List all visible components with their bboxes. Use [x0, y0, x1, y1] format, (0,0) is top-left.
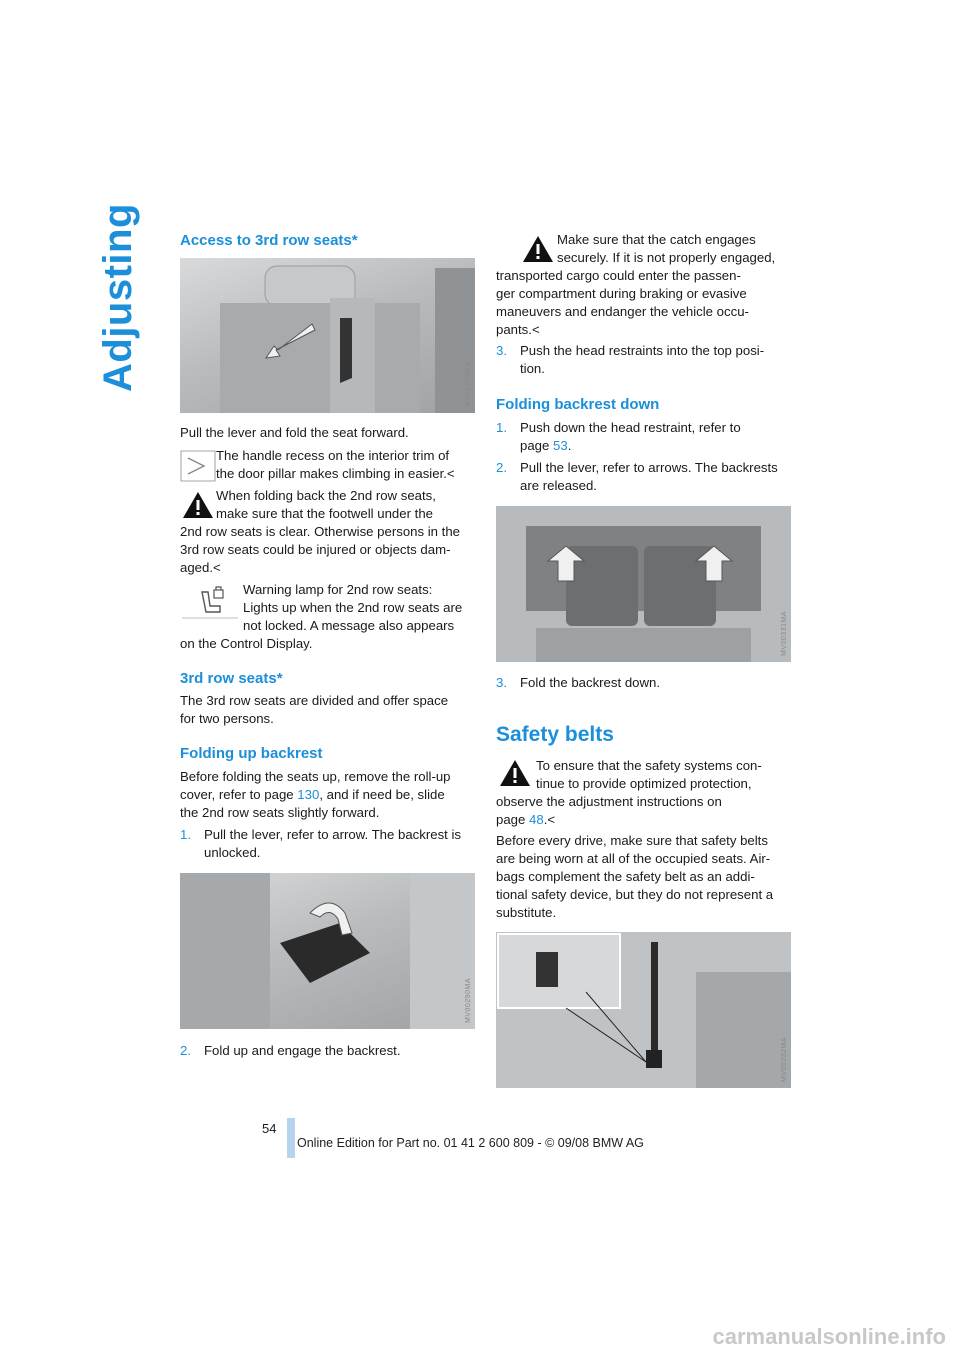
step-number: 3. — [496, 343, 507, 358]
text-line: The 3rd row seats are divided and offer space — [180, 693, 449, 708]
warning-safety-systems-cont — [496, 793, 722, 829]
lamp-line: not locked. A message also appears — [243, 618, 455, 633]
page-link-53[interactable]: 53 — [553, 438, 568, 453]
end-mark: < — [446, 466, 455, 481]
text-line: are being worn at all of the occupied seats. Air- — [496, 851, 771, 866]
fd-step-1-number — [496, 419, 507, 437]
heading-3rd-row-seats: 3rd row seats* — [180, 670, 283, 687]
warning-line: securely. If it is not properly engaged, — [557, 250, 776, 265]
warning-line: tinue to provide optimized protection, — [536, 776, 752, 791]
step-number: 1. — [496, 420, 507, 435]
seat-warning-lamp-icon — [180, 584, 240, 620]
paragraph-3rd-row — [180, 692, 448, 728]
text-line: substitute. — [496, 905, 557, 920]
warning-icon — [498, 758, 532, 788]
end-mark: < — [547, 812, 556, 827]
page-link-130[interactable]: 130 — [297, 787, 320, 802]
image-folding-down-backrest — [496, 506, 791, 662]
warning-lamp-text — [243, 581, 462, 635]
chapter-title — [96, 203, 156, 392]
image-code: MV00331MA — [781, 611, 788, 656]
page-number: 54 — [262, 1121, 277, 1136]
footer-edition: Online Edition for Part no. 01 41 2 600 809 - © 09/08 BMW AG — [297, 1136, 644, 1150]
text-line: . — [567, 438, 572, 453]
image-folding-up-backrest — [180, 873, 475, 1029]
text-line: , and if need be, slide — [319, 787, 445, 802]
image-code: MV00200MA — [465, 362, 472, 407]
warning-line: transported cargo could enter the passen- — [496, 268, 741, 283]
lamp-line: Lights up when the 2nd row seats are — [243, 600, 463, 615]
text-line: page — [520, 438, 554, 453]
paragraph-pull-lever: Pull the lever and fold the seat forward. — [180, 425, 409, 440]
text-line: tion. — [520, 361, 545, 376]
heading-access-3rd-row: Access to 3rd row seats* — [180, 232, 358, 249]
backrest-lever-illustration — [180, 873, 475, 1029]
text-line: bags complement the safety belt as an addi- — [496, 869, 755, 884]
note-handle-recess — [216, 447, 455, 483]
warning-line: When folding back the 2nd row seats, — [216, 488, 436, 503]
step-1-text — [204, 826, 461, 862]
warning-lamp-text-cont: on the Control Display. — [180, 636, 313, 651]
text-line: Before every drive, make sure that safety belts — [496, 833, 768, 848]
text-line: unlocked. — [204, 845, 261, 860]
image-code: MV00232MA — [781, 1037, 788, 1082]
text-line: for two persons. — [180, 711, 274, 726]
step-1-unlock — [180, 826, 191, 844]
fd-step-3-number — [496, 674, 507, 692]
text-line: Before folding the seats up, remove the roll-up — [180, 769, 451, 784]
fd-step-2-number — [496, 459, 507, 477]
end-mark: < — [531, 322, 540, 337]
warning-safety-systems — [536, 757, 762, 793]
warning-line: make sure that the footwell under the — [216, 506, 433, 521]
warning-fold-back-cont — [180, 523, 460, 577]
image-code: MV00290MA — [465, 978, 472, 1023]
heading-safety-belts: Safety belts — [496, 723, 614, 746]
step-number: 3. — [496, 675, 507, 690]
step-3-text — [520, 342, 764, 378]
heading-folding-up: Folding up backrest — [180, 745, 323, 762]
note-line: The handle recess on the interior trim of — [216, 448, 450, 463]
warning-catch-engage-cont — [496, 267, 749, 339]
heading-folding-down: Folding backrest down — [496, 396, 660, 413]
warning-line: 3rd row seats could be injured or objects dam- — [180, 542, 451, 557]
step-number: 2. — [180, 1043, 191, 1058]
cargo-area-illustration — [496, 506, 791, 662]
warning-line: Make sure that the catch engages — [557, 232, 756, 247]
paragraph-before-every-drive — [496, 832, 773, 922]
safety-belt-illustration — [496, 932, 791, 1088]
step-number: 1. — [180, 827, 191, 842]
fd-step-3-text: Fold the backrest down. — [520, 675, 661, 690]
warning-line: page — [496, 812, 530, 827]
text-line: Push down the head restraint, refer to — [520, 420, 741, 435]
lamp-line: Warning lamp for 2nd row seats: — [243, 582, 433, 597]
image-access-3rd-row — [180, 258, 475, 413]
warning-icon — [181, 490, 215, 520]
step-3-number — [496, 342, 507, 360]
text-line: Pull the lever, refer to arrows. The backrests — [520, 460, 778, 475]
end-mark: < — [213, 560, 221, 575]
text-line: Pull the lever, refer to arrow. The backrest is — [204, 827, 462, 842]
warning-icon — [521, 234, 555, 264]
note-icon — [180, 450, 216, 482]
text-line: Push the head restraints into the top posi- — [520, 343, 765, 358]
fd-step-2-text — [520, 459, 778, 495]
warning-line: ger compartment during braking or evasive — [496, 286, 747, 301]
warning-line: To ensure that the safety systems con- — [536, 758, 762, 773]
warning-line: maneuvers and endanger the vehicle occu- — [496, 304, 749, 319]
page-link-48[interactable]: 48 — [529, 812, 544, 827]
text-line: cover, refer to page — [180, 787, 298, 802]
warning-line: . — [543, 812, 548, 827]
warning-line: pants. — [496, 322, 532, 337]
note-line: the door pillar makes climbing in easier. — [216, 466, 447, 481]
step-2-text: Fold up and engage the backrest. — [204, 1043, 401, 1058]
text-line: the 2nd row seats slightly forward. — [180, 805, 380, 820]
seat-lever-illustration — [180, 258, 475, 413]
warning-fold-back — [216, 487, 436, 523]
footer-bar — [287, 1118, 295, 1158]
warning-line: 2nd row seats is clear. Otherwise persons in the — [180, 524, 461, 539]
chapter-title-text: Adjusting — [96, 203, 140, 392]
fd-step-1-text — [520, 419, 741, 455]
text-line: are released. — [520, 478, 597, 493]
watermark: carmanualsonline.info — [712, 1324, 946, 1349]
step-number: 2. — [496, 460, 507, 475]
warning-catch-engage — [557, 231, 775, 267]
image-safety-belt — [496, 932, 791, 1088]
text-line: tional safety device, but they do not represent a — [496, 887, 774, 902]
warning-line: observe the adjustment instructions on — [496, 794, 722, 809]
step-2-number — [180, 1042, 191, 1060]
warning-line: aged. — [180, 560, 214, 575]
paragraph-before-folding — [180, 768, 451, 822]
